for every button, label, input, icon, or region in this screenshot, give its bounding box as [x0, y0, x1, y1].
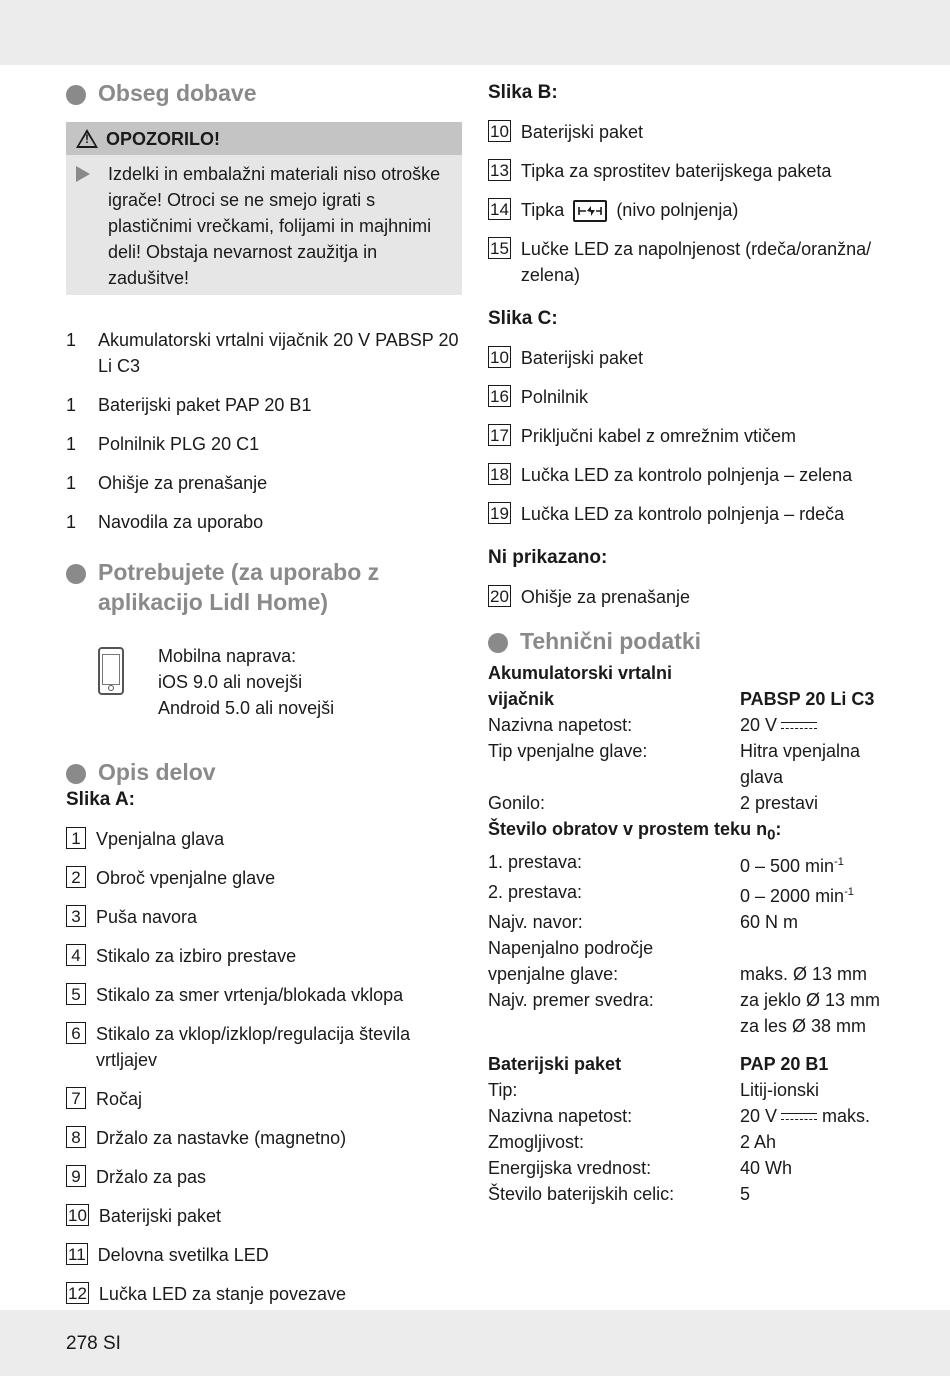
item-text: Akumulatorski vrtalni vijačnik 20 V PABSP 20 Li C3 — [98, 330, 459, 376]
part-number: 15 — [490, 239, 509, 258]
scope-list — [66, 327, 466, 535]
table-row — [488, 849, 898, 879]
part-text: Lučka LED za kontrolo polnjenja – rdeča — [520, 504, 845, 524]
figure-b-label: Slika B: — [488, 82, 558, 103]
row-value: 2 prestavi — [740, 793, 819, 813]
part-number: 8 — [66, 1126, 86, 1148]
device-requirements — [98, 643, 466, 721]
heading-text: Tehnični podatki — [520, 628, 702, 654]
list-item — [66, 1203, 466, 1229]
item-text: Navodila za uporabo — [98, 512, 264, 532]
heading-text: Potrebujete (za uporabo z aplikacijo Lidl Home) — [98, 559, 380, 615]
device-text — [158, 643, 334, 721]
part-text: Tipka za sprostitev baterijskega paketa — [520, 161, 832, 181]
part-text: Delovna svetilka LED — [97, 1245, 269, 1265]
item-text: Baterijski paket PAP 20 B1 — [98, 395, 312, 415]
item-qty: 1 — [66, 330, 77, 350]
page-number: 278 SI — [66, 1333, 121, 1354]
part-text: Lučke LED za napolnjenost (rdeča/oranžna/ zelena) — [520, 239, 872, 285]
list-item — [66, 431, 466, 457]
part-text: Lučka LED za kontrolo polnjenja – zelena — [520, 465, 853, 485]
part-text: Stikalo za smer vrtenja/blokada vklopa — [96, 985, 404, 1005]
section-heading-tech — [488, 626, 898, 656]
part-number: 20 — [490, 587, 509, 606]
part-text: Ročaj — [96, 1089, 143, 1109]
battery-title: Baterijski paket — [488, 1053, 622, 1074]
row-key: 1. prestava: — [488, 851, 583, 872]
part-text: Držalo za nastavke (magnetno) — [96, 1128, 347, 1148]
footer-bar — [0, 1310, 950, 1376]
table-row — [488, 1103, 898, 1129]
drill-title: vijačnik — [488, 689, 555, 709]
speed-subscript: 0 — [767, 826, 776, 844]
part-number: 10 — [490, 348, 509, 367]
section-heading-parts — [66, 757, 466, 787]
battery-charge-icon — [573, 200, 607, 222]
list-item — [488, 384, 898, 410]
row-value: maks. Ø 13 mm — [740, 963, 868, 984]
part-number: 10 — [490, 122, 509, 141]
table-row — [488, 738, 898, 790]
right-column — [488, 78, 898, 1207]
part-text: Polnilnik — [520, 387, 588, 407]
row-key: Gonilo: — [488, 793, 546, 813]
header-bar — [0, 0, 950, 65]
row-value: 0 – 2000 min — [740, 885, 845, 906]
part-number: 10 — [68, 1206, 87, 1225]
part-number: 2 — [66, 866, 86, 888]
part-number: 4 — [66, 944, 86, 966]
part-number: 3 — [66, 905, 86, 927]
part-text: Lučka LED za stanje povezave — [98, 1284, 347, 1304]
row-key: vpenjalne glave: — [488, 963, 619, 984]
part-number: 9 — [66, 1165, 86, 1187]
part-number: 14 — [490, 200, 509, 219]
drill-title: Akumulatorski vrtalni — [488, 663, 673, 683]
list-item — [66, 904, 466, 930]
warning-header — [66, 122, 462, 155]
row-value: za les Ø 38 mm — [740, 1015, 867, 1036]
warning-text: Izdelki in embalažni materiali niso otroške igrače! Otroci se ne smejo igrati s plastičnimi vrečkami, folijami in majhnimi deli! Obstaja nevarnost zaužitja in zadušitve! — [108, 164, 441, 288]
part-text: Vpenjalna glava — [96, 829, 225, 849]
row-value: 20 V — [740, 715, 778, 735]
part-text-pre: Tipka — [520, 200, 565, 220]
part-text: Stikalo za vklop/izklop/regulacija števila vrtljajev — [96, 1024, 411, 1070]
table-row — [488, 935, 898, 961]
table-row — [488, 1051, 898, 1077]
part-number: 13 — [490, 161, 509, 180]
table-row — [488, 1129, 898, 1155]
list-item — [66, 470, 466, 496]
bullet-dot-icon — [66, 764, 86, 784]
part-number: 16 — [490, 387, 509, 406]
part-text: Baterijski paket — [520, 348, 643, 368]
list-item — [66, 327, 466, 379]
table-row — [488, 961, 898, 987]
row-value: 0 – 500 min — [740, 855, 835, 876]
part-text: Obroč vpenjalne glave — [96, 868, 276, 888]
device-line: iOS 9.0 ali novejši — [158, 672, 303, 692]
part-number: 5 — [66, 983, 86, 1005]
battery-charge-svg — [577, 204, 603, 218]
table-row — [488, 1077, 898, 1103]
bullet-dot-icon — [66, 564, 86, 584]
list-item — [488, 501, 898, 527]
part-number: 1 — [66, 827, 86, 849]
list-item — [66, 1281, 466, 1307]
list-item — [66, 1125, 466, 1151]
row-sup: -1 — [834, 855, 844, 868]
warning-box — [66, 122, 462, 295]
table-row: Število obratov v prostem teku $n_0$: — [488, 819, 782, 844]
drill-model: PABSP 20 Li C3 — [740, 689, 875, 709]
part-text: Puša navora — [96, 907, 198, 927]
warning-body — [66, 155, 462, 295]
heading-text: Obseg dobave — [98, 80, 257, 106]
parts-list-c — [488, 345, 898, 527]
list-item — [488, 423, 898, 449]
figure-c-label: Slika C: — [488, 308, 558, 329]
item-text: Polnilnik PLG 20 C1 — [98, 434, 260, 454]
speed-title: Število obratov v prostem teku n — [488, 819, 768, 839]
row-key: Tip: — [488, 1079, 518, 1100]
part-number: 19 — [490, 504, 509, 523]
warning-title: OPOZORILO! — [106, 128, 220, 149]
row-key: Najv. navor: — [488, 911, 583, 932]
part-text: Priključni kabel z omrežnim vtičem — [520, 426, 796, 446]
row-key: Napenjalno področje — [488, 937, 654, 958]
bullet-dot-icon — [66, 85, 86, 105]
item-qty: 1 — [66, 434, 77, 454]
row-key: 2. prestava: — [488, 881, 583, 902]
dc-symbol-icon — [781, 722, 817, 730]
list-item — [66, 943, 466, 969]
row-value-suffix: maks. — [822, 1105, 871, 1126]
item-qty: 1 — [66, 395, 77, 415]
parts-list-b — [488, 119, 898, 288]
row-sup: -1 — [844, 885, 854, 898]
left-column — [66, 78, 466, 1320]
table-row — [488, 712, 898, 738]
item-qty: 1 — [66, 473, 77, 493]
part-number: 12 — [68, 1284, 87, 1303]
warning-triangle-icon — [76, 129, 98, 148]
list-item — [488, 345, 898, 371]
device-line: Android 5.0 ali novejši — [158, 698, 335, 718]
row-value: 2 Ah — [740, 1131, 777, 1152]
row-key: Tip vpenjalne glave: — [488, 741, 648, 761]
section-heading-need — [66, 557, 466, 617]
part-text: Držalo za pas — [96, 1167, 207, 1187]
list-item — [66, 392, 466, 418]
row-key: Zmogljivost: — [488, 1131, 585, 1152]
list-item — [488, 119, 898, 145]
row-value: Litij-ionski — [740, 1079, 820, 1100]
device-line: Mobilna naprava: — [158, 646, 297, 666]
parts-list-not-shown — [488, 584, 898, 610]
part-text: Baterijski paket — [520, 122, 643, 142]
part-number: 6 — [66, 1022, 86, 1044]
row-value: za jeklo Ø 13 mm — [740, 989, 881, 1010]
list-item — [66, 1086, 466, 1112]
part-number: 11 — [68, 1245, 86, 1264]
table-row — [488, 879, 898, 909]
part-number: 17 — [490, 426, 509, 445]
row-value: 5 — [740, 1183, 751, 1204]
smartphone-icon — [98, 647, 124, 695]
list-item — [488, 158, 898, 184]
list-item — [488, 197, 898, 223]
row-key: Nazivna napetost: — [488, 715, 633, 735]
list-item — [66, 865, 466, 891]
table-row — [488, 790, 898, 816]
parts-list-a — [66, 826, 466, 1307]
table-row — [488, 1013, 898, 1039]
table-row — [488, 686, 898, 712]
item-text: Ohišje za prenašanje — [98, 473, 268, 493]
list-item — [66, 1021, 466, 1073]
heading-text: Opis delov — [98, 759, 216, 785]
dc-symbol-icon — [781, 1113, 817, 1121]
list-item — [488, 462, 898, 488]
table-row — [488, 1155, 898, 1181]
table-row — [488, 1181, 898, 1207]
part-number: 18 — [490, 465, 509, 484]
part-text — [521, 197, 738, 223]
item-qty: 1 — [66, 512, 77, 532]
battery-model: PAP 20 B1 — [740, 1053, 829, 1074]
list-item — [66, 982, 466, 1008]
row-value: 20 V — [740, 1105, 778, 1126]
list-item — [488, 584, 898, 610]
part-text: Stikalo za izbiro prestave — [96, 946, 297, 966]
list-item — [66, 509, 466, 535]
table-row — [488, 909, 898, 935]
part-text: Baterijski paket — [98, 1206, 221, 1226]
table-row — [488, 660, 898, 686]
row-value: Hitra vpenjalna glava — [740, 741, 861, 787]
bullet-dot-icon — [488, 633, 508, 653]
row-key: Nazivna napetost: — [488, 1105, 633, 1126]
row-value: 60 N m — [740, 911, 799, 932]
table-row — [488, 987, 898, 1013]
part-number: 7 — [66, 1087, 86, 1109]
list-item — [488, 236, 898, 288]
part-text-post: (nivo polnjenja) — [616, 200, 739, 220]
arrow-right-icon — [76, 166, 90, 182]
row-value: 40 Wh — [740, 1157, 793, 1178]
list-item — [66, 826, 466, 852]
list-item — [66, 1164, 466, 1190]
tech-data-table — [488, 660, 898, 1207]
list-item — [66, 1242, 466, 1268]
row-key: Število baterijskih celic: — [488, 1183, 675, 1204]
row-key: Najv. premer svedra: — [488, 989, 654, 1010]
row-key: Energijska vrednost: — [488, 1157, 652, 1178]
figure-a-label: Slika A: — [66, 789, 135, 810]
section-heading-scope — [66, 78, 466, 108]
not-shown-label: Ni prikazano: — [488, 547, 608, 568]
part-text: Ohišje za prenašanje — [520, 587, 691, 607]
